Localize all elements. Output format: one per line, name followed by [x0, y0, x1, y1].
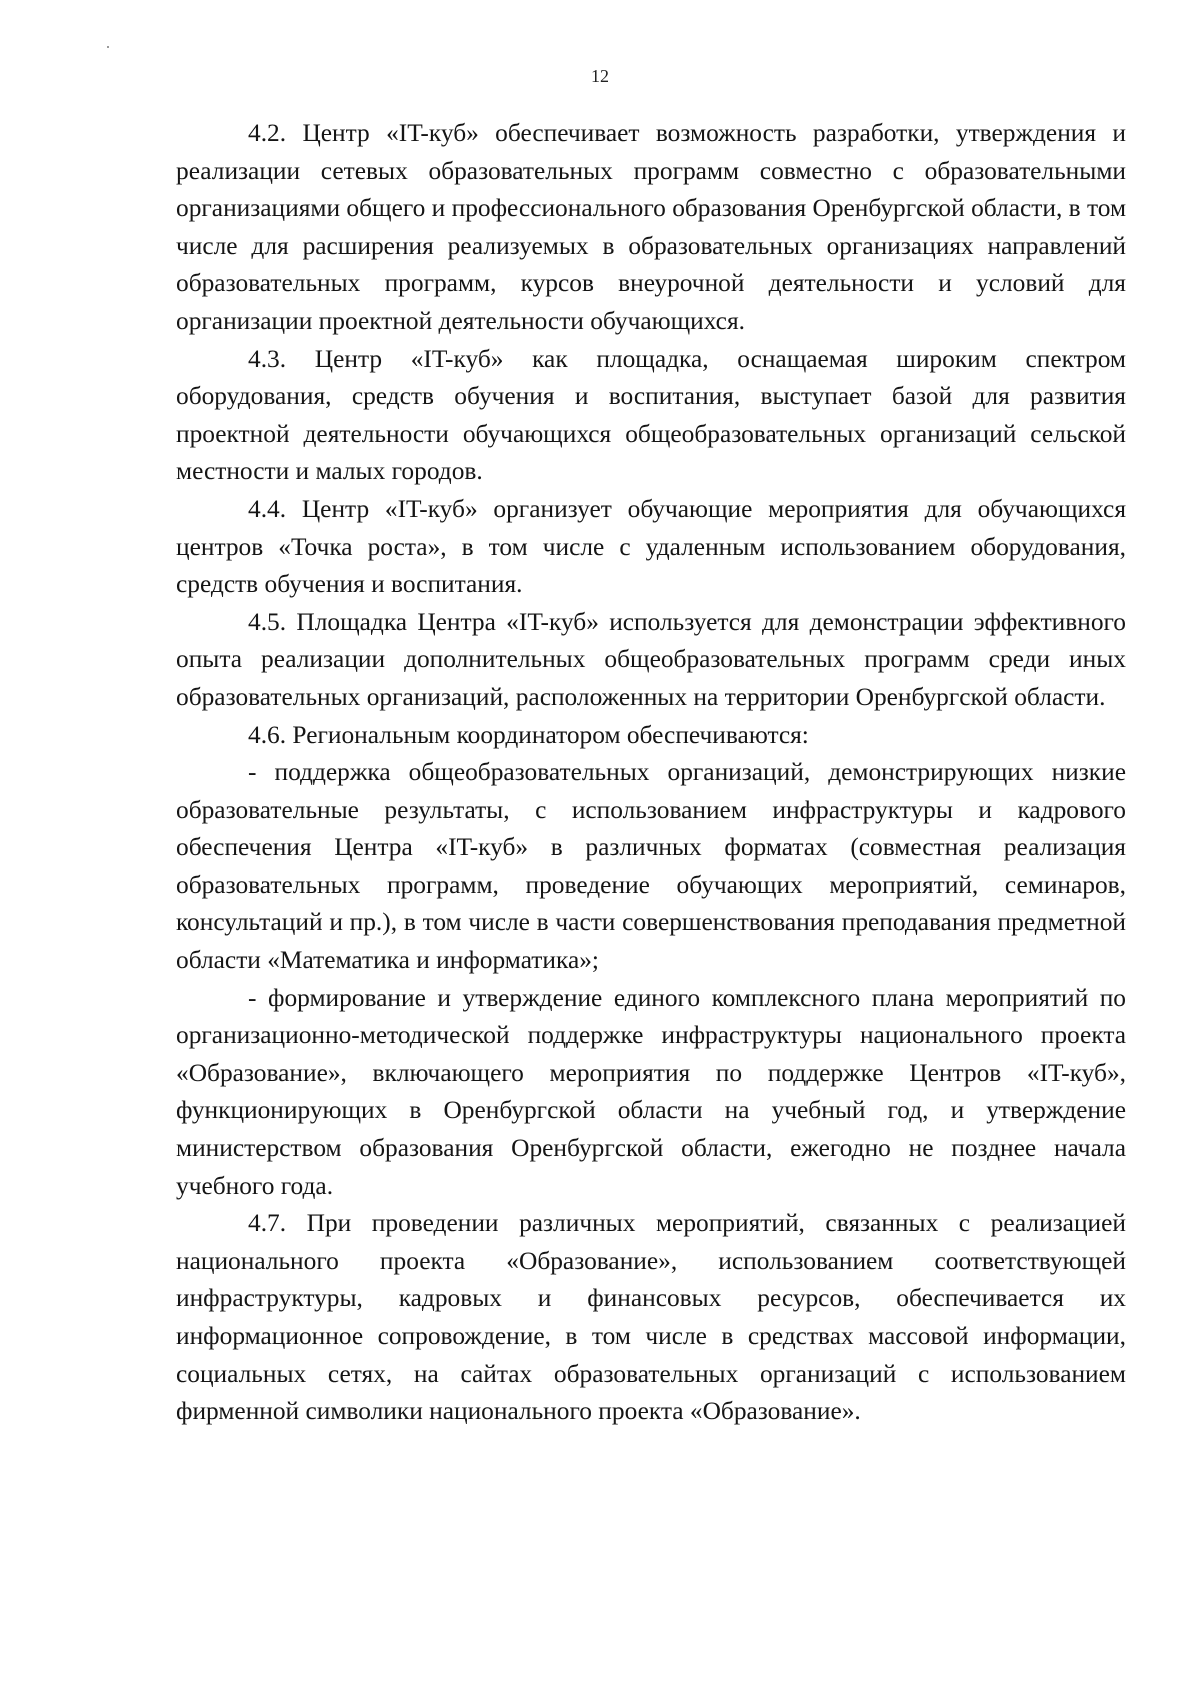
paragraph-4-2: 4.2. Центр «IT-куб» обеспечивает возможность разработки, утверждения и реализации сетевых образовательных программ совместно с образовательными организациями общего и профессионального образования Оренбургской области, в том числе для расширения реализуемых в образовательных организациях направлений образовательных программ, курсов внеурочной деятельности и условий для организации проектной деятельности обучающихся. [176, 119, 1127, 335]
list-item-support: - поддержка общеобразовательных организаций, демонстрирующих низкие образовательные результаты, с использованием инфраструктуры и кадрового обеспечения Центра «IT-куб» в различных форматах (совместная реализация образовательных программ, проведение обучающих мероприятий, семинаров, консультаций и пр.), в том числе в части совершенствования преподавания предметной области «Математика и информатика»; [176, 758, 1126, 975]
page-number: 12 [591, 66, 609, 86]
paragraph-4-6: 4.6. Региональным координатором обеспечиваются: [248, 720, 809, 749]
paragraph-4-5: 4.5. Площадка Центра «IT-куб» используется для демонстрации эффективного опыта реализации дополнительных общеобразовательных программ среди иных образовательных организаций, расположенных на территории Оренбургской области. [176, 607, 1126, 711]
scan-speck [107, 46, 109, 48]
list-item-plan: - формирование и утверждение единого комплексного плана мероприятий по организационно-методической поддержке инфраструктуры национального проекта «Образование», включающего мероприятия по поддержке Центров «IT-куб», функционирующих в Оренбургской области на учебный год, и утверждение министерством образования Оренбургской области, ежегодно не позднее начала учебного года. [176, 983, 1126, 1200]
paragraph-4-3: 4.3. Центр «IT-куб» как площадка, оснащаемая широким спектром оборудования, средств обучения и воспитания, выступает базой для развития проектной деятельности обучающихся общеобразовательных организаций сельской местности и малых городов. [176, 344, 1126, 486]
paragraph-4-4: 4.4. Центр «IT-куб» организует обучающие мероприятия для обучающихся центров «Точка роста», в том числе с удаленным использованием оборудования, средств обучения и воспитания. [176, 494, 1126, 599]
paragraph-4-7: 4.7. При проведении различных мероприятий, связанных с реализацией национального проекта «Образование», использованием соответствующей инфраструктуры, кадровых и финансовых ресурсов, обеспечивается их информационное сопровождение, в том числе в средствах массовой информации, социальных сетях, на сайтах образовательных организаций с использованием фирменной символики национального проекта «Образование». [176, 1209, 1126, 1426]
document-body [176, 115, 1126, 1431]
